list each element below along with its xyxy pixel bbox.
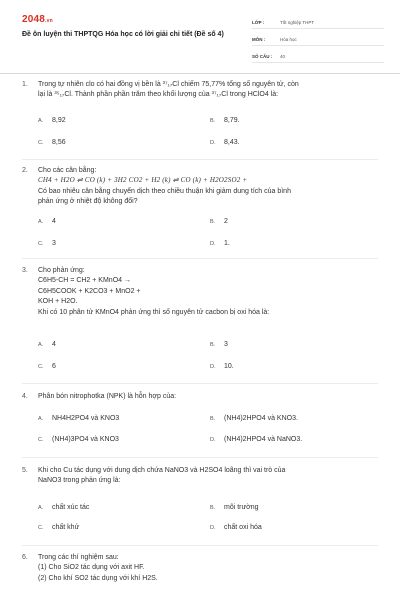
- option-d[interactable]: [210, 138, 240, 147]
- option-b[interactable]: [210, 116, 240, 125]
- question-number: 4.: [22, 393, 28, 400]
- option-d[interactable]: [210, 523, 262, 532]
- option-text: (NH4)2HPO4 và NaNO3.: [224, 436, 303, 443]
- question-divider: [22, 159, 378, 160]
- meta-row-subject: [252, 32, 384, 46]
- question-divider: [22, 383, 378, 384]
- question-line: Khi cho Cu tác dụng với dung dịch chứa NaNO3 và H2SO4 loãng thì vai trò của: [38, 467, 286, 474]
- meta-value: Hóa học: [280, 36, 297, 42]
- option-text: chất oxi hóa: [224, 524, 262, 531]
- option-text: 8,43.: [224, 139, 240, 146]
- option-c[interactable]: [38, 435, 119, 444]
- option-text: 3: [52, 240, 56, 247]
- meta-row-class: [252, 15, 384, 29]
- option-letter: A.: [38, 219, 44, 225]
- question-line: lại là ³⁵₁₇Cl. Thành phần phần trăm theo khối lượng của ³⁷₁₇Cl trong HClO4 là:: [38, 91, 279, 99]
- option-b[interactable]: [210, 217, 228, 226]
- option-letter: B.: [210, 219, 216, 225]
- option-letter: B.: [210, 505, 216, 511]
- option-text: 8,79.: [224, 117, 240, 124]
- brand-suffix: .vn: [45, 18, 53, 24]
- option-text: (NH4)3PO4 và KNO3: [52, 436, 119, 443]
- option-text: 4: [52, 218, 56, 225]
- option-letter: A.: [38, 342, 44, 348]
- option-letter: C.: [38, 437, 44, 443]
- question-number: 1.: [22, 81, 28, 88]
- option-text: (NH4)2HPO4 và KNO3.: [224, 415, 298, 422]
- option-letter: B.: [210, 342, 216, 348]
- option-b[interactable]: [210, 414, 298, 423]
- option-letter: A.: [38, 416, 44, 422]
- option-b[interactable]: [210, 503, 259, 512]
- question-line: Trong tự nhiên clo có hai đồng vị bền là ³⁷₁₇Cl chiếm 75,77% tổng số nguyên tử, còn: [38, 81, 299, 88]
- option-letter: D.: [210, 140, 216, 146]
- question-number: 6.: [22, 554, 28, 561]
- meta-label: MÔN :: [252, 36, 266, 42]
- option-a[interactable]: [38, 503, 89, 512]
- question-line: C6H5-CH = CH2 + KMnO4 →: [38, 277, 131, 285]
- option-c[interactable]: [38, 362, 56, 371]
- question-line: Có bao nhiêu cân bằng chuyển dịch theo chiều thuận khi giảm dung tích của bình: [38, 187, 291, 195]
- question-text: [38, 80, 383, 101]
- question-divider: [22, 545, 378, 546]
- question-text: [38, 466, 383, 487]
- option-text: chất xúc tác: [52, 504, 90, 511]
- question-line: (2) Cho khí SO2 tác dụng với khí H2S.: [38, 574, 158, 582]
- brand-logo[interactable]: [22, 13, 53, 27]
- question-line: Cho phản ứng:: [38, 267, 85, 274]
- question-divider: [22, 258, 378, 259]
- option-a[interactable]: [38, 340, 56, 349]
- option-text: 8,92: [52, 117, 66, 124]
- question-line: Phân bón nitrophotka (NPK) là hỗn hợp của:: [38, 393, 177, 400]
- exam-meta: [252, 15, 384, 66]
- meta-label: SỐ CÂU :: [252, 53, 273, 59]
- question-number: 3.: [22, 267, 28, 274]
- question-number: 5.: [22, 467, 28, 474]
- option-a[interactable]: [38, 217, 56, 226]
- page-title: Đề ôn luyện thi THPTQG Hóa học có lời giải chi tiết (Đề số 4): [22, 31, 224, 38]
- page-header: [0, 0, 400, 68]
- option-text: chất khử: [52, 524, 80, 531]
- question-divider: [22, 457, 378, 458]
- option-letter: C.: [38, 525, 44, 531]
- option-d[interactable]: [210, 362, 234, 371]
- option-letter: D.: [210, 437, 216, 443]
- option-d[interactable]: [210, 239, 230, 248]
- option-text: NH4H2PO4 và KNO3: [52, 415, 120, 422]
- equilibrium-equation: CH4 + H2O ⇌ CO (k) + 3H2 CO2 + H2 (k) ⇌ CO (k) + H2O2SO2 +: [38, 176, 248, 185]
- header-divider: [0, 73, 400, 74]
- option-text: 3: [224, 341, 228, 348]
- option-letter: C.: [38, 364, 44, 370]
- option-text: 10.: [224, 363, 234, 370]
- option-text: 6: [52, 363, 56, 370]
- question-text: [38, 392, 383, 402]
- option-letter: B.: [210, 416, 216, 422]
- option-letter: B.: [210, 118, 216, 124]
- option-letter: C.: [38, 241, 44, 247]
- option-c[interactable]: [38, 239, 56, 248]
- option-c[interactable]: [38, 138, 66, 147]
- question-line: Trong các thí nghiệm sau:: [38, 554, 119, 561]
- option-c[interactable]: [38, 523, 79, 532]
- option-letter: A.: [38, 118, 44, 124]
- meta-value: Tốt nghiệp THPT: [280, 19, 315, 25]
- question-line: phản ứng ở nhiệt độ không đổi?: [38, 198, 138, 206]
- option-text: 2: [224, 218, 228, 225]
- option-a[interactable]: [38, 116, 66, 125]
- meta-label: LỚP :: [252, 19, 265, 25]
- question-line: Khi có 10 phân tử KMnO4 phản ứng thì số nguyên tử cacbon bị oxi hóa là:: [38, 308, 270, 316]
- option-text: 1.: [224, 240, 230, 247]
- question-text: [38, 553, 383, 584]
- question-text: [38, 166, 383, 208]
- question-line: (1) Cho SiO2 tác dụng với axit HF.: [38, 564, 145, 572]
- option-letter: A.: [38, 505, 44, 511]
- meta-row-count: [252, 49, 384, 63]
- option-text: 8,56: [52, 139, 66, 146]
- question-line: NaNO3 trong phản ứng là:: [38, 477, 121, 485]
- option-text: 4: [52, 341, 56, 348]
- option-letter: D.: [210, 525, 216, 531]
- option-text: môi trường: [224, 504, 259, 511]
- option-letter: C.: [38, 140, 44, 146]
- question-line: C6H5COOK + K2CO3 + MnO2 +: [38, 287, 141, 295]
- option-letter: D.: [210, 364, 216, 370]
- brand-text: 2048: [22, 14, 46, 25]
- question-text: [38, 266, 383, 318]
- question-line: Cho các cân bằng:: [38, 167, 97, 174]
- option-d[interactable]: [210, 435, 302, 444]
- question-line: KOH + H2O.: [38, 298, 78, 306]
- meta-value: 40: [280, 53, 286, 59]
- option-a[interactable]: [38, 414, 119, 423]
- option-letter: D.: [210, 241, 216, 247]
- question-number: 2.: [22, 167, 28, 174]
- option-b[interactable]: [210, 340, 228, 349]
